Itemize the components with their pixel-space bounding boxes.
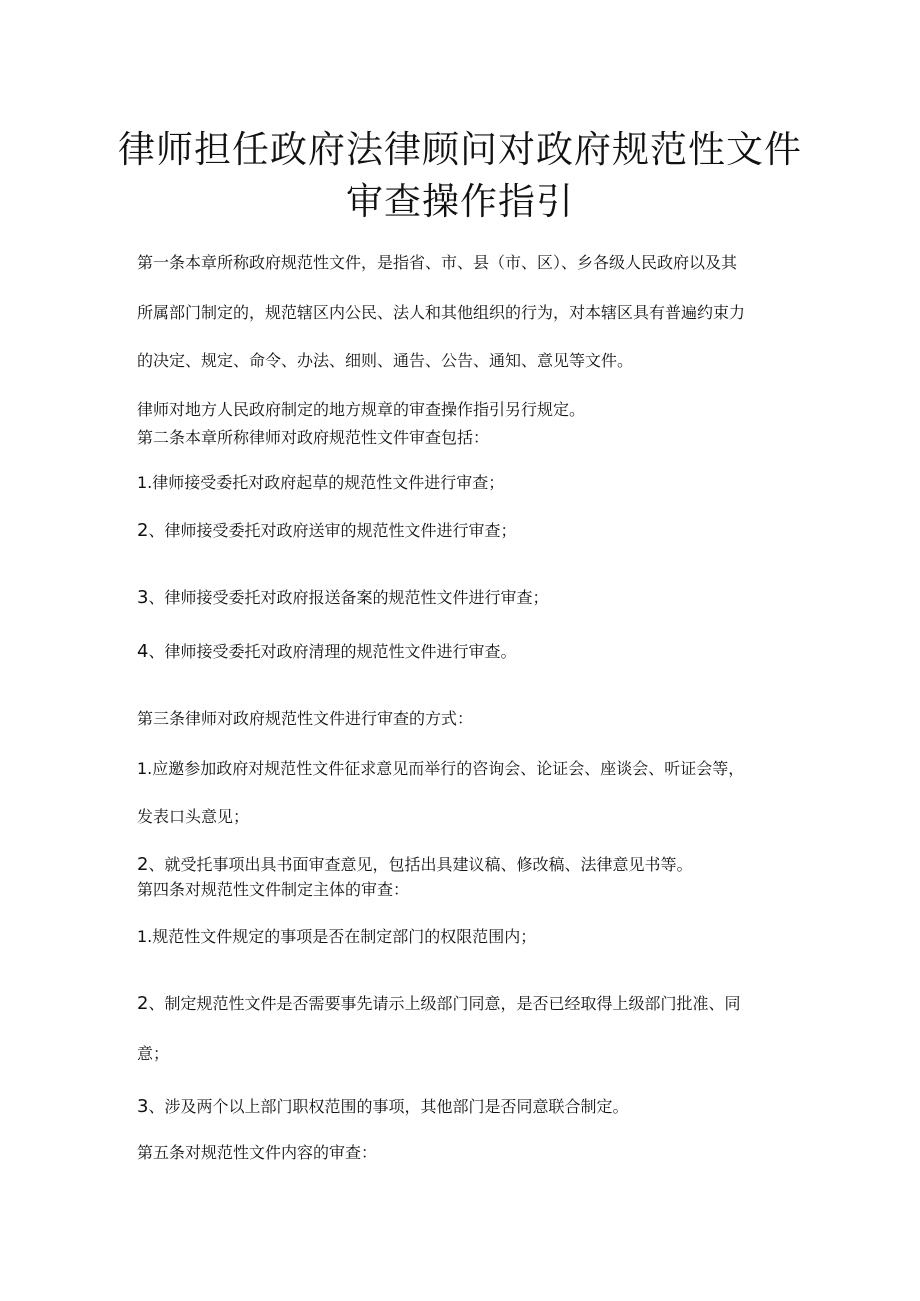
document-title-line-1: 律师担任政府法律顾问对政府规范性文件: [118, 128, 802, 171]
item-text: 、律师接受委托对政府清理的规范性文件进行审查。: [148, 642, 517, 661]
item-text: 、律师接受委托对政府报送备案的规范性文件进行审查；: [148, 588, 549, 607]
article-1-line-3: 的决定、规定、命令、办法、细则、通告、公告、通知、意见等文件。: [137, 351, 634, 370]
item-number: 2: [137, 520, 149, 541]
article-4-item-2-line-1: [137, 993, 797, 1015]
article-5-heading: 第五条对规范性文件内容的审查：: [137, 1143, 378, 1162]
item-number: 2: [137, 993, 149, 1014]
article-2-item-2: [137, 520, 797, 542]
article-4-item-3: [137, 1096, 797, 1118]
article-2-item-1: 1.律师接受委托对政府起草的规范性文件进行审查；: [137, 473, 505, 492]
article-2-heading: 第二条本章所称律师对政府规范性文件审查包括：: [137, 428, 490, 447]
article-3-item-1-line-2: 发表口头意见；: [137, 807, 250, 826]
item-number: 4: [137, 641, 149, 662]
article-3-item-1-line-1: 1.应邀参加政府对规范性文件征求意见而举行的咨询会、论证会、座谈会、听证会等，: [137, 759, 745, 778]
article-4-heading: 第四条对规范性文件制定主体的审查：: [137, 880, 410, 899]
article-3-item-2: [137, 854, 797, 876]
article-2-item-3: [137, 587, 797, 609]
document-title-line-2: 审查操作指引: [346, 180, 574, 223]
article-1-line-1: 第一条本章所称政府规范性文件，是指省、市、县（市、区）、乡各级人民政府以及其: [137, 253, 738, 272]
article-4-item-2-line-2: 意；: [137, 1044, 170, 1063]
item-text: 、涉及两个以上部门职权范围的事项，其他部门是否同意联合制定。: [148, 1097, 629, 1116]
item-number: 3: [137, 587, 149, 608]
item-text: 、就受托事项出具书面审查意见，包括出具建议稿、修改稿、法律意见书等。: [148, 855, 693, 874]
article-3-heading: 第三条律师对政府规范性文件进行审查的方式：: [137, 709, 474, 728]
article-2-item-4: [137, 641, 797, 663]
article-4-item-1: 1.规范性文件规定的事项是否在制定部门的权限范围内；: [137, 927, 537, 946]
item-text: 、律师接受委托对政府送审的规范性文件进行审查；: [148, 521, 517, 540]
article-1-line-2: 所属部门制定的，规范辖区内公民、法人和其他组织的行为，对本辖区具有普遍约束力: [137, 303, 746, 322]
item-number: 2: [137, 854, 149, 875]
item-number: 3: [137, 1096, 149, 1117]
article-1-note: 律师对地方人民政府制定的地方规章的审查操作指引另行规定。: [137, 400, 586, 419]
item-text: 、制定规范性文件是否需要事先请示上级部门同意，是否已经取得上级部门批准、同: [148, 994, 741, 1013]
